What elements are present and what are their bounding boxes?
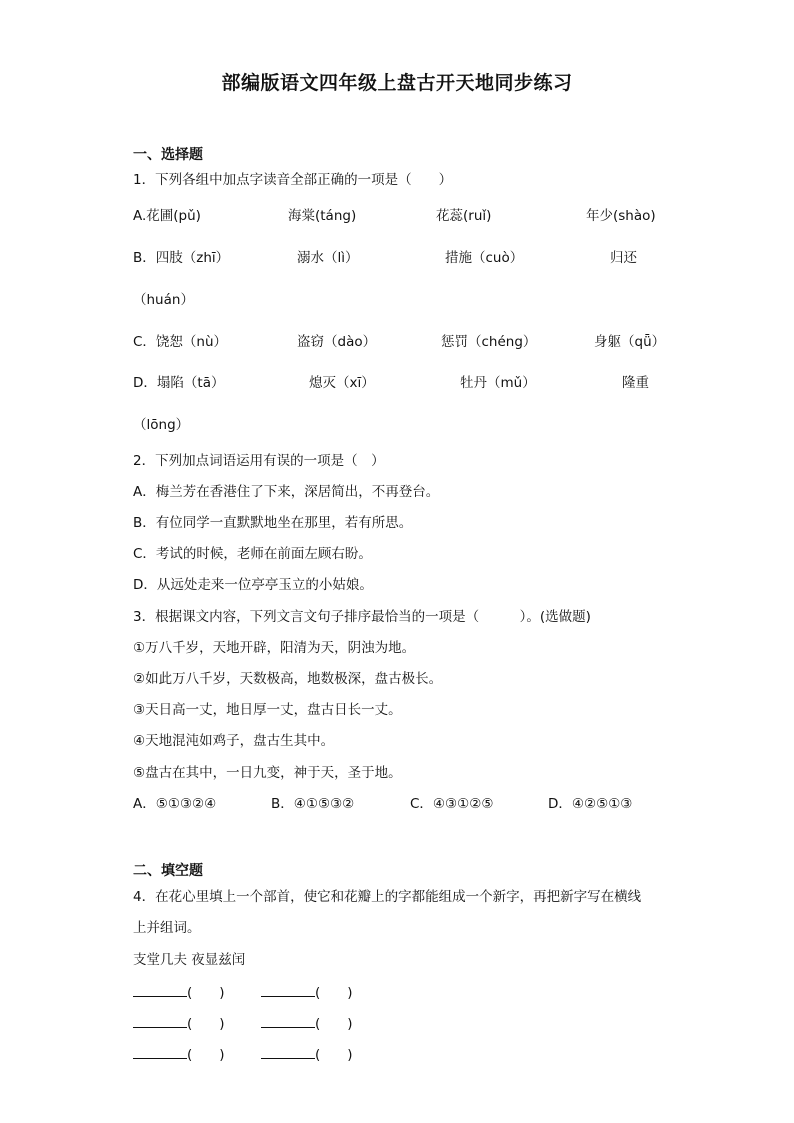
blank-underline[interactable] xyxy=(133,1044,187,1059)
q3-option-c: C．④③①②⑤ xyxy=(410,796,494,812)
q1-option-d-continued: （lōng） xyxy=(133,417,190,433)
q1-option-a-1: A.花圃(pǔ) xyxy=(133,208,201,224)
q2-option-a: A．梅兰芳在香港住了下来，深居简出，不再登台。 xyxy=(133,484,440,500)
blank-underline[interactable] xyxy=(261,1013,315,1028)
q3-stem: 3．根据课文内容，下列文言文句子排序最恰当的一项是（ ）。(选做题) xyxy=(133,609,591,625)
q1-option-b-continued: （huán） xyxy=(133,292,194,308)
blank-parentheses: ( ) xyxy=(187,985,225,1001)
answer-blank-6[interactable] xyxy=(261,1044,353,1065)
section-heading-choice: 一、选择题 xyxy=(133,147,203,163)
q4-stem-line1: 4．在花心里填上一个部首，使它和花瓣上的字都能组成一个新字，再把新字写在横线 xyxy=(133,889,642,905)
q3-sentence-2: ②如此万八千岁，天数极高，地数极深，盘古极长。 xyxy=(133,671,443,687)
q1-option-b-2: 溺水（lì） xyxy=(297,250,359,266)
q1-option-d-3: 牡丹（mǔ） xyxy=(460,375,536,391)
q3-sentence-1: ①万八千岁，天地开辟，阳清为天，阴浊为地。 xyxy=(133,640,416,656)
q3-sentence-3: ③天日高一丈，地日厚一丈，盘古日长一丈。 xyxy=(133,702,402,718)
blank-underline[interactable] xyxy=(133,1013,187,1028)
q1-option-a-3: 花蕊(ruǐ) xyxy=(436,208,492,224)
blank-underline[interactable] xyxy=(261,1044,315,1059)
q1-option-c-2: 盗窃（dào） xyxy=(297,334,377,350)
q3-option-d: D．④②⑤①③ xyxy=(548,796,633,812)
blank-parentheses: ( ) xyxy=(187,1016,225,1032)
q1-option-b-1: B．四肢（zhī） xyxy=(133,250,230,266)
blank-parentheses: ( ) xyxy=(187,1047,225,1063)
blank-underline[interactable] xyxy=(261,982,315,997)
answer-blank-4[interactable] xyxy=(261,1013,353,1034)
q1-option-d-2: 熄灭（xī） xyxy=(309,375,375,391)
q4-stem-line2: 上并组词。 xyxy=(133,920,201,936)
q1-option-a-4: 年少(shào) xyxy=(586,208,656,224)
q1-stem: 1．下列各组中加点字读音全部正确的一项是（ ） xyxy=(133,172,453,188)
q2-stem: 2．下列加点词语运用有误的一项是（ ） xyxy=(133,453,385,469)
answer-blank-2[interactable] xyxy=(261,982,353,1003)
q1-option-c-1: C．饶恕（nù） xyxy=(133,334,228,350)
blank-parentheses: ( ) xyxy=(315,985,353,1001)
q3-sentence-4: ④天地混沌如鸡子，盘古生其中。 xyxy=(133,733,335,749)
q1-option-a-2: 海棠(táng) xyxy=(288,208,357,224)
q1-option-b-4: 归还 xyxy=(610,250,637,266)
blank-parentheses: ( ) xyxy=(315,1047,353,1063)
q2-option-d: D．从远处走来一位亭亭玉立的小姑娘。 xyxy=(133,577,373,593)
q2-option-c: C．考试的时候，老师在前面左顾右盼。 xyxy=(133,546,372,562)
q3-option-b: B．④①⑤③② xyxy=(271,796,355,812)
page-title: 部编版语文四年级上盘古开天地同步练习 xyxy=(221,72,573,94)
q1-option-c-4: 身躯（qǖ） xyxy=(594,334,666,350)
section-heading-fill: 二、填空题 xyxy=(133,863,203,879)
blank-underline[interactable] xyxy=(133,982,187,997)
q3-option-a: A．⑤①③②④ xyxy=(133,796,217,812)
q1-option-b-3: 措施（cuò） xyxy=(445,250,524,266)
answer-blank-1[interactable] xyxy=(133,982,225,1003)
q1-option-d-1: D．塌陷（tā） xyxy=(133,375,225,391)
q1-option-d-4: 隆重 xyxy=(622,375,649,391)
blank-parentheses: ( ) xyxy=(315,1016,353,1032)
q2-option-b: B．有位同学一直默默地坐在那里，若有所思。 xyxy=(133,515,413,531)
answer-blank-3[interactable] xyxy=(133,1013,225,1034)
q3-sentence-5: ⑤盘古在其中，一日九变，神于天，圣于地。 xyxy=(133,765,402,781)
q1-option-c-3: 惩罚（chéng） xyxy=(441,334,537,350)
q4-characters: 支堂几夫 夜显兹闰 xyxy=(133,952,246,968)
answer-blank-5[interactable] xyxy=(133,1044,225,1065)
